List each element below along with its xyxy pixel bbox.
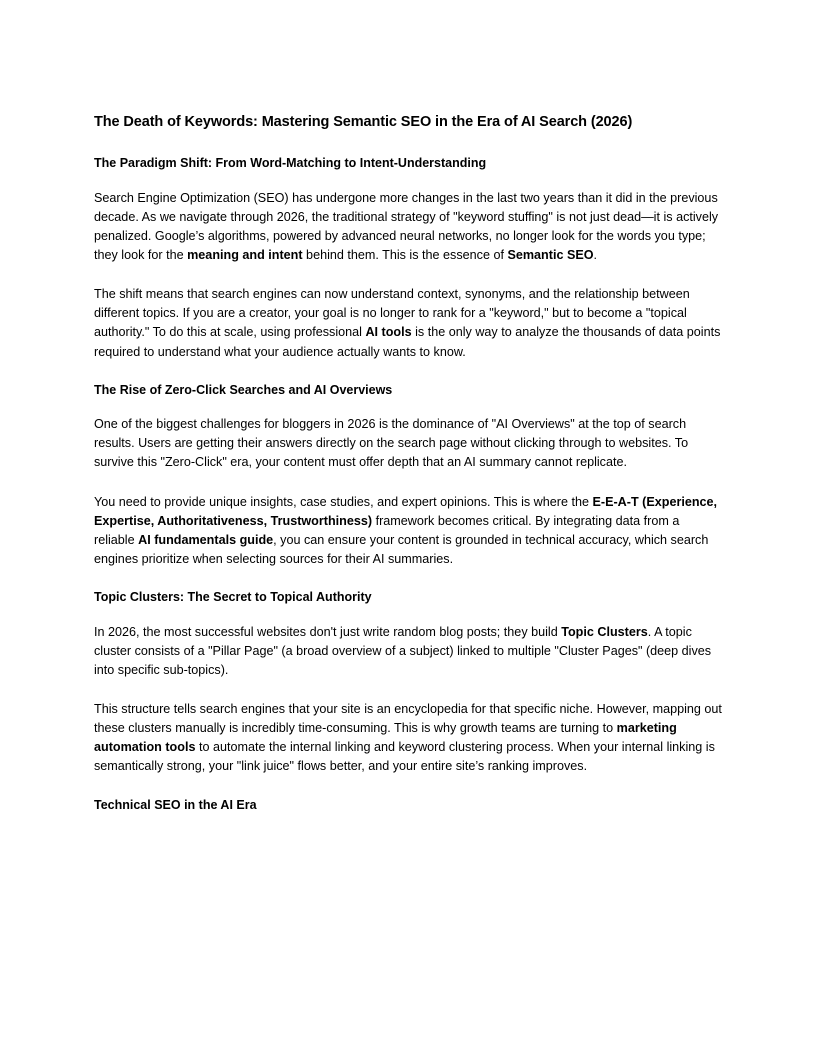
sections-container [94, 155, 722, 814]
emphasis-text: Semantic SEO [507, 247, 594, 262]
paragraph [94, 415, 722, 472]
text-run: In 2026, the most successful websites don't just write random blog posts; they build [94, 624, 562, 639]
emphasis-text: Topic Clusters [561, 624, 648, 639]
emphasis-text: E-E-A-T (Experience, Expertise, Authoritativeness, Trustworthiness) [94, 494, 718, 528]
text-run: The shift means that search engines can now understand context, synonyms, and the relationship between different topics. If you are a creator, your goal is no longer to rank for a "keyword," but to become a "topical authority." To do this at scale, using professional [94, 287, 690, 340]
emphasis-text: marketing automation tools [94, 721, 677, 755]
section-heading: The Paradigm Shift: From Word-Matching to Intent-Understanding [94, 156, 487, 171]
section-heading: Technical SEO in the AI Era [94, 797, 257, 812]
page-title: The Death of Keywords: Mastering Semantic SEO in the Era of AI Search (2026) [94, 114, 633, 130]
text-run: behind them. This is the essence of [302, 247, 508, 262]
section-heading: The Rise of Zero-Click Searches and AI Overviews [94, 382, 393, 397]
text-run: . [593, 247, 598, 262]
paragraph [94, 700, 722, 777]
paragraph [94, 623, 722, 680]
text-run: to automate the internal linking and keyword clustering process. When your internal linking is semantically strong, your "link juice" flows better, and your entire site’s ranking improves. [94, 740, 715, 774]
emphasis-text: AI tools [365, 325, 412, 340]
emphasis-text: AI fundamentals guide [138, 532, 274, 547]
emphasis-text: meaning and intent [187, 247, 303, 262]
text-run: . A topic cluster consists of a "Pillar Page" (a broad overview of a subject) linked to multiple "Cluster Pages" (deep dives into specific sub-topics). [94, 624, 712, 677]
text-run: , you can ensure your content is grounded in technical accuracy, which search engines prioritize when selecting sources for their AI summaries. [94, 532, 709, 566]
paragraph [94, 285, 722, 362]
text-run: is the only way to analyze the thousands of data points required to understand what your audience actually wants to know. [94, 325, 721, 359]
paragraph [94, 493, 722, 570]
text-run: One of the biggest challenges for bloggers in 2026 is the dominance of "AI Overviews" at the top of search results. Users are getting their answers directly on the search page without clicking through to websites. To survive this "Zero-Click" era, your content must offer depth that an AI summary cannot replicate. [94, 417, 689, 470]
document-body [94, 112, 722, 830]
text-run: You need to provide unique insights, case studies, and expert opinions. This is where the [94, 494, 593, 509]
paragraph [94, 189, 722, 266]
text-run: framework becomes critical. By integrating data from a reliable [94, 513, 680, 547]
text-run: Search Engine Optimization (SEO) has undergone more changes in the last two years than it did in the previous decade. As we navigate through 2026, the traditional strategy of "keyword stuffing" is not just dead—it is actively penalized. Google’s algorithms, powered by advanced neural networks, no longer look for the words you type; they look for the [94, 190, 719, 262]
section-heading: Topic Clusters: The Secret to Topical Authority [94, 590, 372, 605]
text-run: This structure tells search engines that your site is an encyclopedia for that specific niche. However, mapping out these clusters manually is incredibly time-consuming. This is why growth teams are turning to [94, 702, 722, 736]
